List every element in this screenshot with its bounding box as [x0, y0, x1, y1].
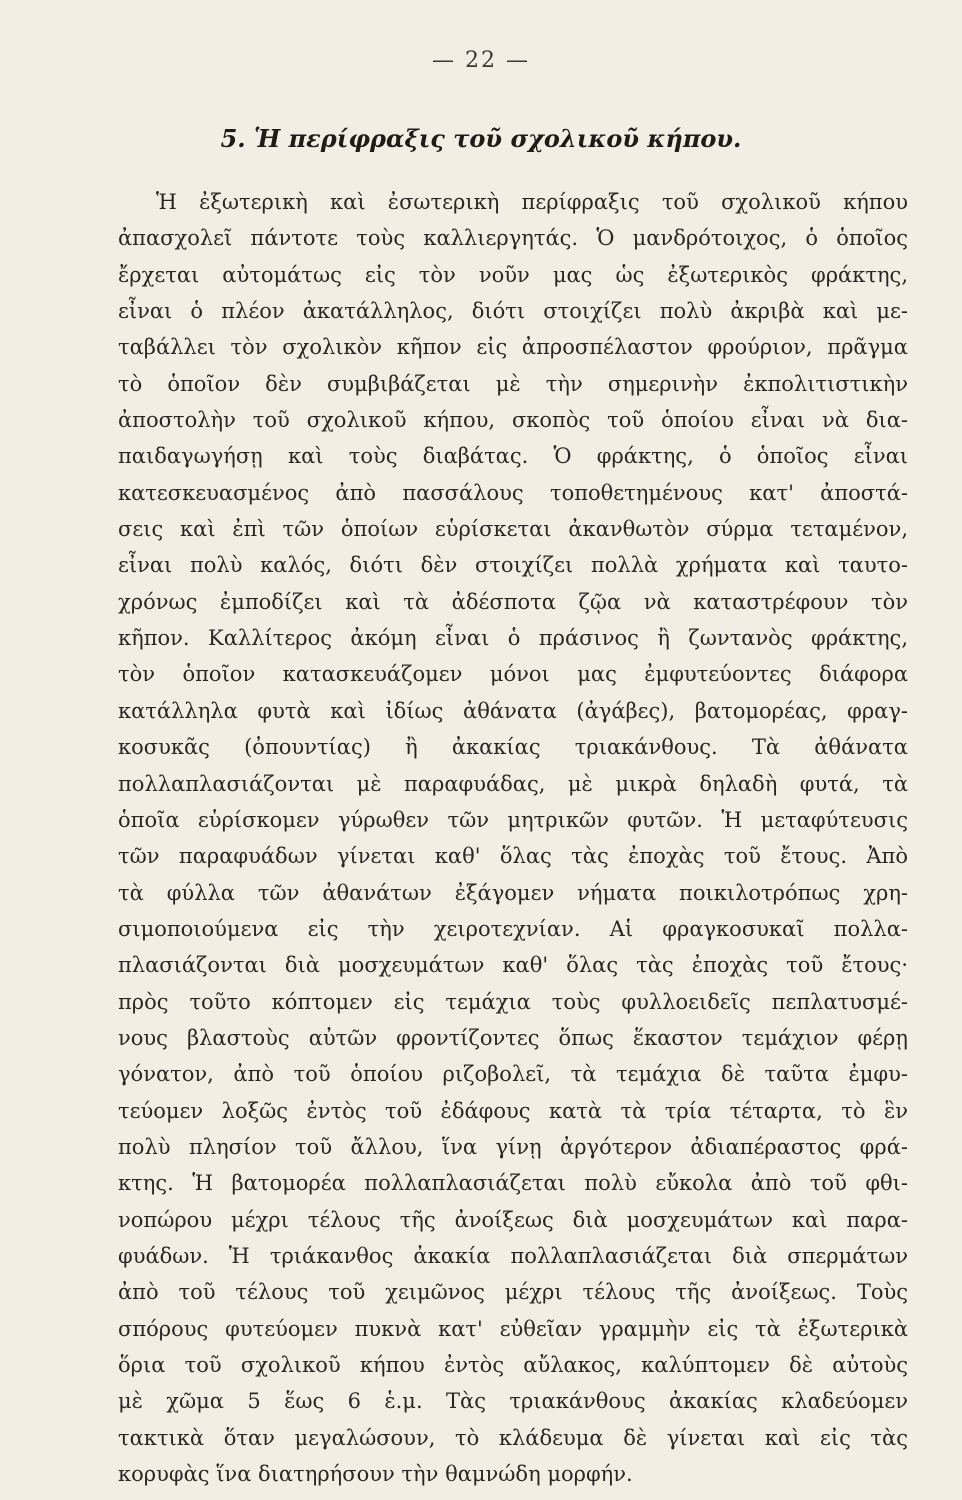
text-line: κορυφὰς ἵνα διατηρήσουν τὴν θαμνώδη μορφήν.: [118, 1462, 633, 1487]
text-line: χρόνως ἐμποδίζει καὶ τὰ ἀδέσποτα ζῷα νὰ καταστρέφουν τὸν: [118, 589, 908, 614]
text-line: ὅρια τοῦ σχολικοῦ κήπου ἐντὸς αὔλακος, καλύπτομεν δὲ αὐτοὺς: [118, 1353, 908, 1377]
text-line: φυάδων. Ἡ τριάκανθος ἀκακία πολλαπλασιάζεται διὰ σπερμάτων: [118, 1243, 908, 1268]
text-line: κτης. Ἡ βατομορέα πολλαπλασιάζεται πολὺ εὔκολα ἀπὸ τοῦ φθι-: [118, 1171, 908, 1196]
text-line: μὲ χῶμα 5 ἕως 6 ἑ.μ. Τὰς τριακάνθους ἀκακίας κλαδεύομεν: [118, 1389, 908, 1414]
text-line: κατάλληλα φυτὰ καὶ ἰδίως ἀθάνατα (ἀγάβες), βατομορέας, φραγ-: [118, 698, 908, 723]
page-number: — 22 —: [432, 48, 530, 73]
text-line: εἶναι ὁ πλέον ἀκατάλληλος, διότι στοιχίζει πολὺ ἀκριβὰ καὶ με-: [118, 299, 908, 324]
text-line: ὁποῖα εὑρίσκομεν γύρωθεν τῶν μητρικῶν φυτῶν. Ἡ μεταφύτευσις: [118, 807, 908, 832]
text-line: ἀπασχολεῖ πάντοτε τοὺς καλλιεργητάς. Ὁ μανδρότοιχος, ὁ ὁποῖος: [118, 226, 908, 251]
text-line: νοπώρου μέχρι τέλους τῆς ἀνοίξεως διὰ μοσχευμάτων καὶ παρα-: [118, 1207, 908, 1232]
text-line: πολὺ πλησίον τοῦ ἄλλου, ἵνα γίνῃ ἀργότερον ἀδιαπέραστος φρά-: [118, 1134, 908, 1159]
text-line: σπόρους φυτεύομεν πυκνὰ κατ' εὐθεῖαν γραμμὴν εἰς τὰ ἐξωτερικὰ: [118, 1316, 908, 1341]
text-line: σιμοποιούμενα εἰς τὴν χειροτεχνίαν. Αἱ φραγκοσυκαῖ πολλα-: [118, 916, 908, 941]
text-line: κῆπον. Καλλίτερος ἀκόμη εἶναι ὁ πράσινος ἢ ζωντανὸς φράκτης,: [118, 626, 908, 651]
text-line: τακτικὰ ὅταν μεγαλώσουν, τὸ κλάδευμα δὲ γίνεται καὶ εἰς τὰς: [118, 1425, 908, 1450]
text-line: ταβάλλει τὸν σχολικὸν κῆπον εἰς ἀπροσπέλαστον φρούριον, πρᾶγμα: [118, 335, 908, 360]
text-line: ἀποστολὴν τοῦ σχολικοῦ κήπου, σκοπὸς τοῦ ὁποίου εἶναι νὰ δια-: [118, 408, 908, 433]
text-line: τῶν παραφυάδων γίνεται καθ' ὅλας τὰς ἐποχὰς τοῦ ἔτους. Ἀπὸ: [118, 844, 908, 869]
text-line: νους βλαστοὺς αὐτῶν φροντίζοντες ὅπως ἕκαστον τεμάχιον φέρῃ: [118, 1025, 908, 1050]
text-line: Ἡ ἐξωτερικὴ καὶ ἐσωτερικὴ περίφραξις τοῦ σχολικοῦ κήπου: [156, 190, 908, 214]
text-line: κοσυκᾶς (ὀπουντίας) ἢ ἀκακίας τριακάνθους. Τὰ ἀθάνατα: [118, 735, 908, 760]
text-line: τὸν ὁποῖον κατασκευάζομεν μόνοι μας ἐμφυτεύοντες διάφορα: [118, 662, 908, 687]
text-line: σεις καὶ ἐπὶ τῶν ὁποίων εὑρίσκεται ἀκανθωτὸν σύρμα τεταμένον,: [118, 517, 908, 542]
text-line: παιδαγωγήσῃ καὶ τοὺς διαβάτας. Ὁ φράκτης, ὁ ὁποῖος εἶναι: [118, 444, 908, 469]
text-line: τεύομεν λοξῶς ἐντὸς τοῦ ἐδάφους κατὰ τὰ τρία τέταρτα, τὸ ἓν: [118, 1098, 908, 1123]
text-line: πλασιάζονται διὰ μοσχευμάτων καθ' ὅλας τὰς ἐποχὰς τοῦ ἔτους·: [118, 953, 908, 978]
section-heading: 5. Ἡ περίφραξις τοῦ σχολικοῦ κήπου.: [220, 124, 742, 153]
text-line: κατεσκευασμένος ἀπὸ πασσάλους τοποθετημένους κατ' ἀποστά-: [118, 480, 908, 505]
text-line: πρὸς τοῦτο κόπτομεν εἰς τεμάχια τοὺς φυλλοειδεῖς πεπλατυσμέ-: [118, 989, 908, 1014]
text-line: τὸ ὁποῖον δὲν συμβιβάζεται μὲ τὴν σημερινὴν ἐκπολιτιστικὴν: [118, 371, 908, 396]
text-line: ἀπὸ τοῦ τέλους τοῦ χειμῶνος μέχρι τέλους τῆς ἀνοίξεως. Τοὺς: [118, 1280, 908, 1305]
text-line: εἶναι πολὺ καλός, διότι δὲν στοιχίζει πολλὰ χρήματα καὶ ταυτο-: [118, 553, 908, 578]
body-text: [118, 184, 908, 1492]
text-line: γόνατον, ἀπὸ τοῦ ὁποίου ριζοβολεῖ, τὰ τεμάχια δὲ ταῦτα ἐμφυ-: [118, 1062, 908, 1087]
text-line: πολλαπλασιάζονται μὲ παραφυάδας, μὲ μικρὰ δηλαδὴ φυτά, τὰ: [118, 771, 908, 796]
text-line: τὰ φύλλα τῶν ἀθανάτων ἐξάγομεν νήματα ποικιλοτρόπως χρη-: [118, 880, 908, 905]
text-line: ἔρχεται αὐτομάτως εἰς τὸν νοῦν μας ὡς ἐξωτερικὸς φράκτης,: [118, 262, 908, 287]
